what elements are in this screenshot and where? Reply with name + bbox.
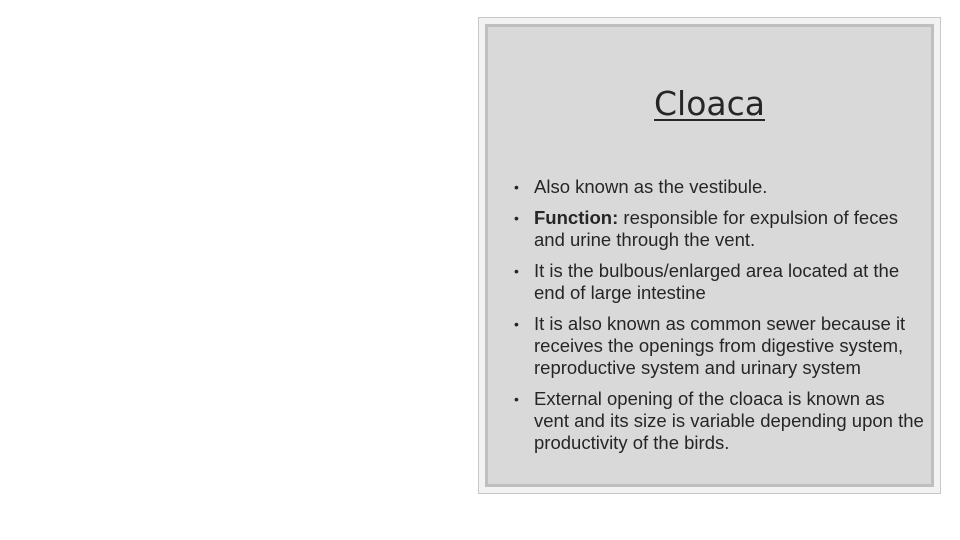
slide-title [488,84,931,123]
bullet-item [514,388,924,454]
bullet-dot-icon: • [514,391,519,407]
bullet-item [514,260,924,304]
bullet-item [514,176,924,198]
content-panel [485,24,934,487]
bullet-text: Also known as the vestibule. [534,176,768,197]
bullet-dot-icon: • [514,210,519,226]
slide-title-text: Cloaca [654,84,765,123]
bullet-item [514,313,924,379]
bullet-text: It is the bulbous/enlarged area located at the end of large intestine [534,260,900,303]
bullet-list [514,176,924,463]
content-panel-frame [478,17,941,494]
bullet-text: responsible for expulsion of feces and urine through the vent. [534,207,898,250]
bullet-dot-icon: • [514,179,519,195]
bullet-text: It is also known as common sewer because it receives the openings from digestive system, reproductive system and urinary system [534,313,906,378]
bullet-label: Function: [534,207,619,228]
bullet-text: External opening of the cloaca is known as vent and its size is variable depending upon the productivity of the birds. [534,388,924,453]
bullet-item [514,207,924,251]
bullet-dot-icon: • [514,263,519,279]
bullet-dot-icon: • [514,316,519,332]
